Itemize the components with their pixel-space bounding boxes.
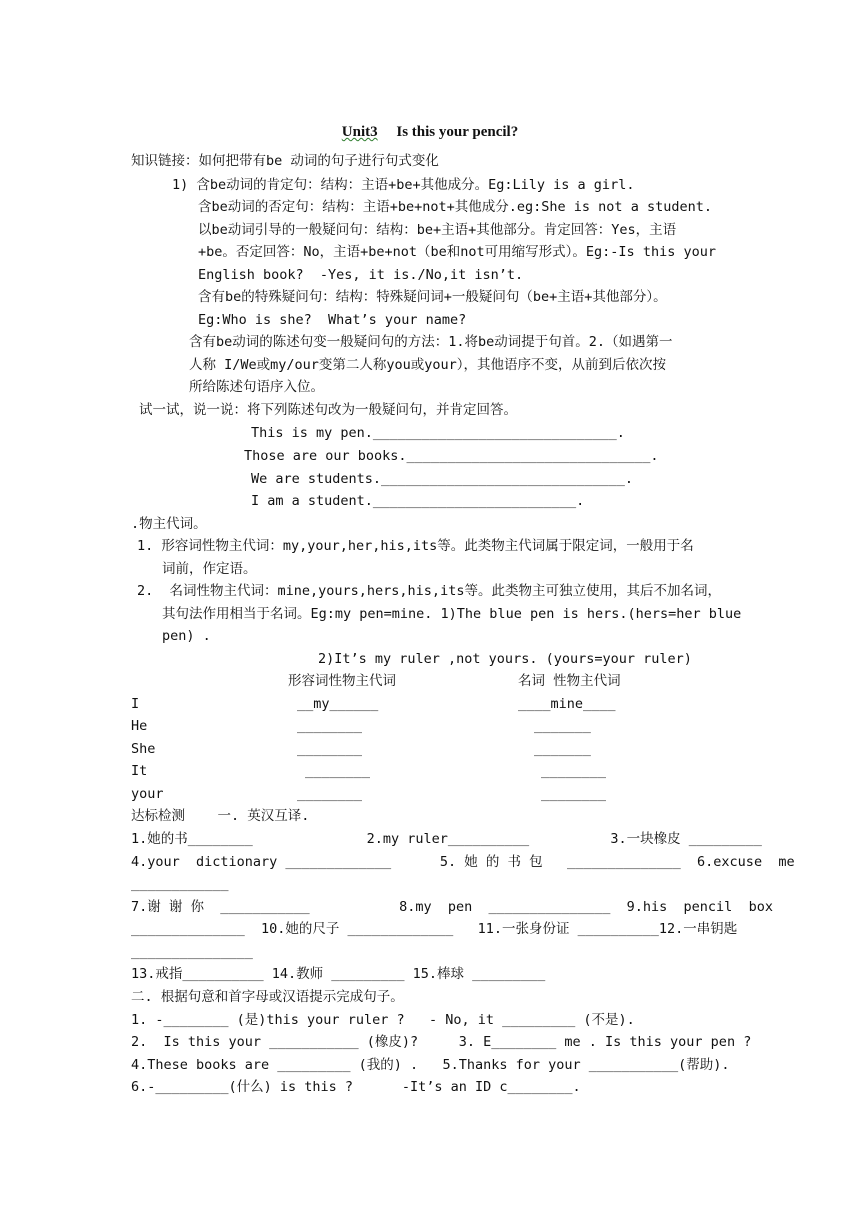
intro-line: Eg:Who is she? What’s your name?: [198, 312, 467, 328]
test-line: ____________: [131, 876, 229, 892]
test-line: ______________ 10.她的尺子 _____________ 11.一张身份证 __________12.一串钥匙: [131, 921, 738, 937]
part2-line: 2. Is this your ___________ (橡皮)? 3. E________ me . Is this your pen ?: [131, 1034, 752, 1050]
table-header-adj: 形容词性物主代词: [288, 673, 396, 689]
title-unit: Unit3: [341, 124, 378, 140]
possessive-line: 词前，作定语。: [162, 561, 257, 577]
try-item: I am a student._________________________.: [251, 493, 585, 509]
table-row: [0, 760, 860, 782]
possessive-line: 2. 名词性物主代词：mine,yours,hers,his,its等。此类物主可独立使用，其后不加名词，: [137, 583, 721, 599]
test-line: _______________: [131, 944, 253, 960]
test-line: 7.谢 谢 你 ___________ 8.my pen _______________ 9.his pencil box: [131, 899, 773, 915]
possessive-line: 1. 形容词性物主代词：my,your,her,his,its等。此类物主代词属于限定词，一般用于名: [137, 538, 694, 554]
try-item: We are students.______________________________.: [251, 471, 634, 487]
table-row: [0, 738, 860, 760]
possessive-line: pen) .: [162, 628, 211, 644]
intro-line: +be。否定回答：No，主语+be+not（be和not可用缩写形式）。Eg:-Is this your: [198, 244, 716, 260]
part2-line: 4.These books are _________ (我的) . 5.Thanks for your ___________(帮助).: [131, 1057, 730, 1073]
noun-cell: _______: [534, 718, 591, 734]
intro-line: 含有be的特殊疑问句：结构：特殊疑问词+一般疑问句（be+主语+其他部分）。: [198, 289, 667, 305]
intro-heading: 知识链接：如何把带有be 动词的句子进行句式变化: [131, 153, 439, 169]
try-heading: 试一试，说一说：将下列陈述句改为一般疑问句，并肯定回答。: [139, 402, 517, 418]
try-item: Those are our books.______________________________.: [244, 448, 659, 464]
test-line: 1.她的书________ 2.my ruler__________ 3.一块橡皮 _________: [131, 831, 762, 847]
table-row: [0, 715, 860, 737]
adj-cell: ________: [297, 718, 363, 734]
intro-line: 以be动词引导的一般疑问句：结构：be+主语+其他部分。肯定回答：Yes，主语: [198, 222, 677, 238]
table-row: [0, 693, 860, 715]
part2-line: 6.-_________(什么) is this ? -It’s an ID c________.: [131, 1079, 581, 1095]
test-heading: 达标检测 一. 英汉互译.: [131, 808, 310, 824]
adj-cell: ________: [297, 786, 363, 802]
pronoun-cell: He: [131, 718, 148, 734]
adj-cell: ________: [297, 741, 363, 757]
page-title: [0, 124, 860, 141]
try-item: This is my pen.______________________________.: [251, 425, 625, 441]
intro-line: English book? -Yes, it is./No,it isn’t.: [198, 267, 524, 283]
adj-cell: __my______: [297, 696, 379, 712]
pronoun-cell: I: [131, 696, 140, 712]
pronoun-cell: your: [131, 786, 164, 802]
intro-line: 含be动词的否定句：结构：主语+be+not+其他成分.eg:She is not a student.: [198, 199, 712, 215]
intro-line: 人称 I/We或my/our变第二人称you或your），其他语序不变，从前到后依次按: [189, 357, 667, 373]
adj-cell: ________: [305, 763, 371, 779]
possessive-heading: .物主代词。: [131, 516, 207, 532]
noun-cell: ________: [541, 763, 607, 779]
possessive-line: 2)It’s my ruler ,not yours. (yours=your ruler): [318, 651, 692, 667]
pronoun-table-header: [0, 670, 860, 692]
pronoun-cell: She: [131, 741, 156, 757]
title-question: Is this your pencil?: [396, 124, 519, 140]
part2-line: 1. -________ (是)this your ruler ? - No, it _________ (不是).: [131, 1012, 635, 1028]
table-row: [0, 783, 860, 805]
noun-cell: ________: [541, 786, 607, 802]
noun-cell: ____mine____: [518, 696, 616, 712]
intro-line: 含有be动词的陈述句变一般疑问句的方法：1.将be动词提于句首。2.（如遇第一: [189, 334, 673, 350]
part2-heading: 二. 根据句意和首字母或汉语提示完成句子。: [131, 989, 404, 1005]
possessive-line: 其句法作用相当于名词。Eg:my pen=mine. 1)The blue pen is hers.(hers=her blue: [162, 606, 742, 622]
intro-line: 1) 含be动词的肯定句：结构：主语+be+其他成分。Eg:Lily is a girl.: [172, 177, 635, 193]
test-line: 13.戒指__________ 14.教师 _________ 15.棒球 _________: [131, 966, 546, 982]
pronoun-cell: It: [131, 763, 148, 779]
table-header-noun: 名词 性物主代词: [518, 673, 621, 689]
test-line: 4.your dictionary _____________ 5. 她 的 书 包 ______________ 6.excuse me: [131, 854, 795, 870]
intro-line: 所给陈述句语序入位。: [189, 379, 324, 395]
noun-cell: _______: [534, 741, 591, 757]
